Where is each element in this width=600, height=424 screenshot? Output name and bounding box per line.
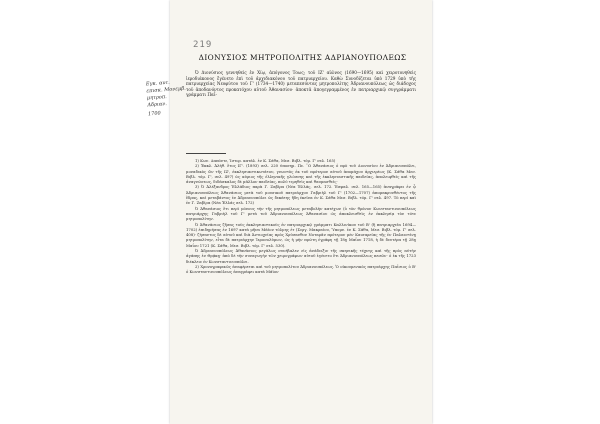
- margin-note-year: 1700: [147, 110, 161, 118]
- footnote: Ὁ Ἀθανάσιος ἔτι περὶ μόνους τὴν τῆς μητροπόλεως μεταβολὴν κατέχων (ὁ τὸν θρόνον Κωνσταντινουπόλεως πατριάρχης Γαβριὴλ τοῦ Γ' μετὰ τοῦ Ἀδριανουπόλεως Ἀθανασίου ὡς ἀποκλεισθεὶς ἐν ἐκκλησίᾳ τὸν τότε μητροπολίτην.: [186, 205, 416, 222]
- margin-note-line: επισκ. Μονεμβ.: [146, 85, 186, 95]
- page-number: 219: [193, 40, 213, 50]
- body-paragraph: Ὁ Διονύσιος γεννηθεὶς ἐν Χίῳ, ἀπόγονος Τοως; τοῦ ΙΖ' αἰῶνος (1690—1695) καὶ χειροτονηθεὶς ἱεροδιάκονος ἔγένετο ἐπὶ τοῦ ἀρχιδιακόνου τοῦ πατριαρχείου. Καθὼ Συνοδίζεται ὑπὸ 1729 ὑπὸ τῆς πατριαρχείας Νεοφύτου τοῦ Γ' (1734—1740) μεταπεσόντας μητροπολίτης Ἀδριανουπόλεως ὡς διάδοχος τοῦ ἀποδανόντος προκατόχου αὐτοῦ Ἀθανασίου· ἀποκτᾶ ἀπογεγραμμένος ἐν πατριαρχικῷ συγγράμματι γράμματι Παΐ-: [186, 70, 416, 98]
- footnotes: [186, 158, 416, 275]
- handwritten-margin-note: [146, 79, 188, 119]
- page-title: ΔΙΟΝΥΣΙΟΣ ΜΗΤΡΟΠΟΛΙΤΗΣ ΑΔΡΙΑΝΟΥΠΟΛΕΩΣ: [198, 53, 407, 62]
- footnote: 2) Ἐκκλ. Ἀλήθ. ἔτος ΙΓ'. (1893) σελ. 220 ὑποσημ. Πε. ῎Ο Ἀθανάσιος ὁ πρὸ τοῦ Διονυσίου ἐν Ἀδριανουπόλει, μοναδικὸς ὢν τῆς ΙΖ', ἐκκλησιαστικωτάτου, γνωστὸς ἐκ τοῦ πρότερον αὐτοῦ ἀπομάχου ἀρχιερέως (Κ. Σάθα Μεσ. Βιβλ. τόμ. Γ', σελ. 497) ὡς κύριος τῆς ἑλληνικῆς γλώσσης καὶ τῆς ἐκκλησιαστικῆς παιδείας, ἀπολειφθεὶς καὶ τῆς ἀναγνώσεως, διδάσκαλος δὲ μᾶλλον παιδείας, πολύ τιμηθεὶς καὶ θαυμασθεὶς·: [186, 163, 416, 185]
- footnote-separator: [186, 153, 226, 154]
- footnote: Ὁ Ἀδριανουπόλεως Ἀθανάσιος μεγάλως συνέβαλεν εἰς ἀνάδειξιν τῆς σκηνικῆς τέχνης καὶ τῆς πρὸς αὐτὴν ἀγάπης ἐν Θρᾴκῃ· ἀπὸ δὲ τὴν συναγωγὴν τῶν χειρογράφων αὐτοῦ ἐγένετο ἔτι Ἀδριανουπόλεως πεσῶν· ὁ ἐκ τῆς 1723 διέκλειε ἐν Κωνσταντινουπόλει.: [186, 248, 416, 264]
- main-text: [186, 70, 416, 98]
- footnote: Ὁ Ἀθανάσιος ζῆσας τοὺς ἐκκλησιαστικοὺς ἐν πατριαρχικῷ γράμματι Καλλινίκου τοῦ Β' (ἢ πατριαρχεῖα 1694—1702) ἐπιδημήσας ἐν 1697 κατὰ μῆνα Μάϊον τόλμης ἐτ (Σεργ. Μακραίου, Ὑπομν. ἐν Κ. Σάθα, Μεσ. Βιβλ. τόμ. Γ' σελ. 408)· ζήσαντος δὲ αὐτοῦ καὶ διὰ Ἀντιοχείας πρὸς Χρύσανθον Νοταρᾶν πρότερον μὲν Καισαρείας τῆς ἐν Παλαιστίνῃ μητροπολίτην, εἶτα δὲ πατριάρχην Ἱεροσολύμων, ὡς ἡ μὴν πρώτη ἐγράφη τῇ 18ῃ Μαΐου 1718, ἡ δὲ δευτέρα τῇ 28ῃ Μαΐου 1721 (Κ. Σάθα, Μεσ. Βιβλ. τόμ. Γ' σελ. 530).: [186, 221, 416, 248]
- margin-note-line: Εγκ. αυτ.: [145, 79, 170, 88]
- footnote: 3) Ὁ Ἀλέξανδρος Ἑλλάδιος παρὰ Γ. Ζαβίρα (Νέα Ἑλλάς, σελ. 172. Ἐσφαλ. σελ. 165—165) ἀναγράφει ἐν ᾧ Ἀδριανουπόλεως Ἀθανάσιος μετὰ τοῦ μουσικοῦ πατριάρχου Γαβριὴλ τοῦ Γ' (1702—1707) ἀπομακρυνθέντος τῆς ἔδρας, καὶ μεταβάντος ἐν Ἀδριανουπόλει ὡς δεκάτης ἤδη ἐκεῖνα ἐν Κ. Σάθα Μεσ. Βιβλ. τόμ. Γ' σελ. 497. Τὸ περί καὶ ἐν Γ. Ζαβίρα (Νέα Ἑλλάς σελ. 172): [186, 184, 416, 206]
- footnote: 1) Κων. Δαπόντε, Ἱστορ. κατάλ. ἐν Κ. Σάθα, Μεσ. Βιβλ. τόμ. Γ' σελ. 165): [195, 158, 336, 163]
- margin-note-line: μητροπ. Αδριαν.: [146, 94, 168, 109]
- footnote: 2) Χρονογραφικῶς ἀναφέρεται καὶ τοῦ μητροπολίτου Ἀδριανουπόλεως. Ὁ οἰκουμενικὸς πατριάρχης Παΐσιος ὁ Β' ὁ Κωνσταντινουπόλεως ἀναγράφει κατὰ Μάϊον: [186, 263, 416, 275]
